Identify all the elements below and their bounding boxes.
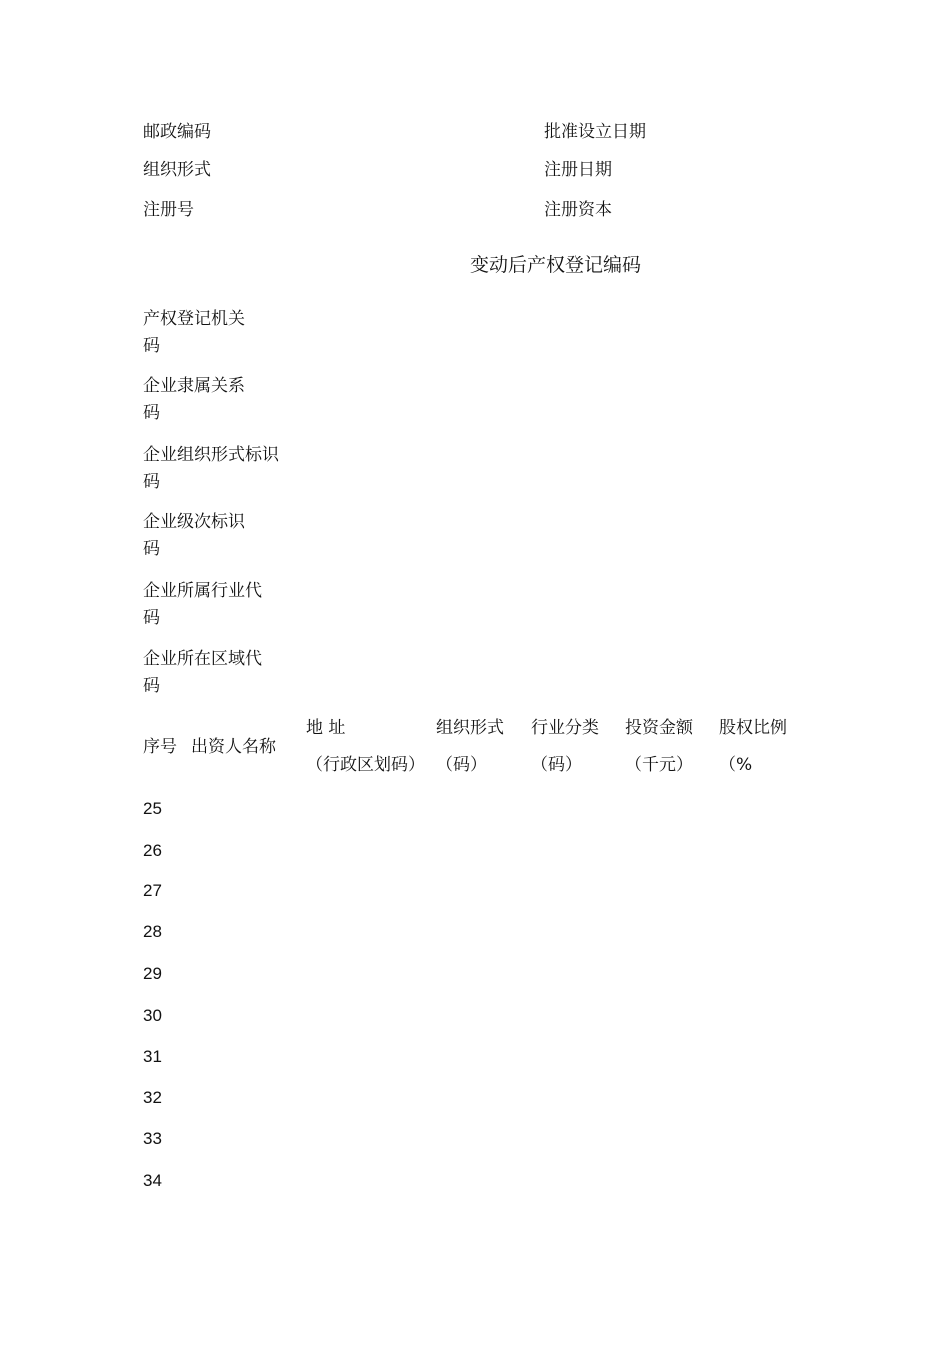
header-industry: 行业分类: [531, 718, 599, 738]
header-equity-ratio-sub: （%: [719, 755, 753, 775]
section-title: 变动后产权登记编码: [470, 254, 642, 276]
header-equity-ratio: 股权比例: [719, 718, 787, 738]
row-number: 32: [143, 1088, 162, 1107]
postal-code-label: 邮政编码: [143, 122, 211, 142]
row-number: 29: [143, 964, 162, 983]
registered-capital-label: 注册资本: [544, 200, 612, 220]
header-industry-sub: （码）: [531, 755, 582, 775]
code-label-line2: 码: [143, 336, 160, 356]
code-label-registration-authority: [143, 306, 293, 360]
code-label-line1: 企业组织形式标识: [143, 445, 279, 465]
row-number: 34: [143, 1171, 162, 1190]
header-org-form: 组织形式: [436, 718, 504, 738]
code-label-line1: 产权登记机关: [143, 309, 245, 329]
header-investor-name: 出资人名称: [191, 737, 276, 757]
code-label-level: [143, 509, 293, 563]
header-seq: 序号: [143, 737, 177, 757]
row-number: 31: [143, 1047, 162, 1066]
approval-date-label: 批准设立日期: [544, 122, 646, 142]
code-label-line2: 码: [143, 608, 160, 628]
org-form-label: 组织形式: [143, 160, 211, 180]
code-label-industry: [143, 578, 293, 632]
code-label-org-form: [143, 442, 293, 496]
row-number: 26: [143, 841, 162, 860]
code-label-region: [143, 646, 293, 700]
row-number: 28: [143, 922, 162, 941]
code-label-line2: 码: [143, 472, 160, 492]
code-label-line1: 企业隶属关系: [143, 376, 245, 396]
row-number: 33: [143, 1129, 162, 1148]
code-label-affiliation: [143, 373, 293, 427]
code-label-line1: 企业所在区域代: [143, 649, 262, 669]
code-label-line2: 码: [143, 676, 160, 696]
header-org-form-sub: （码）: [436, 755, 487, 775]
header-address: 地 址: [306, 718, 346, 738]
code-label-line1: 企业级次标识: [143, 512, 245, 532]
code-label-line2: 码: [143, 539, 160, 559]
registration-date-label: 注册日期: [544, 160, 612, 180]
header-investment-sub: （千元）: [625, 755, 693, 775]
row-number: 30: [143, 1006, 162, 1025]
header-address-sub: （行政区划码）: [306, 755, 425, 775]
code-label-line1: 企业所属行业代: [143, 581, 262, 601]
row-number: 25: [143, 799, 162, 818]
row-number: 27: [143, 881, 162, 900]
header-investment: 投资金额: [625, 718, 693, 738]
registration-number-label: 注册号: [143, 200, 194, 220]
code-label-line2: 码: [143, 403, 160, 423]
